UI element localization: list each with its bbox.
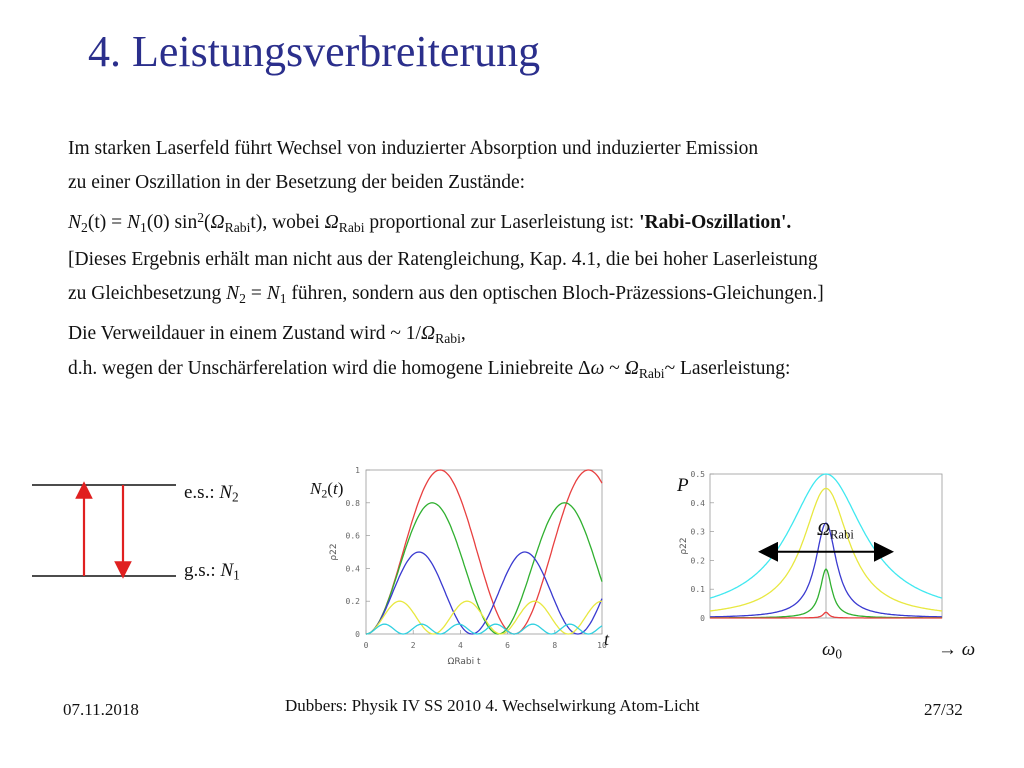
rabi-x-tick-label: 2 bbox=[410, 641, 416, 650]
power-y-tick-label: 0.3 bbox=[690, 527, 705, 537]
rabi-y-tick-label: 0.4 bbox=[345, 564, 360, 574]
rabi-y-tick-label: 0 bbox=[355, 630, 360, 639]
power-broadening-chart bbox=[678, 462, 958, 642]
level-diagram bbox=[30, 470, 180, 590]
upper-level-label: e.s.: $N_2$ bbox=[184, 482, 239, 505]
intro-line-2: zu einer Oszillation in der Besetzung der beiden Zustände: bbox=[68, 172, 526, 193]
power-inner-y-label: ρ22 bbox=[679, 537, 689, 555]
rabi-y-label: $N_2(t)$ bbox=[310, 479, 344, 501]
rabi-y-tick-label: 1 bbox=[355, 466, 360, 475]
rabi-x-label: t bbox=[604, 629, 610, 649]
intro-line-1: Im starken Laserfeld führt Wechsel von induzierter Absorption und induzierter Emission bbox=[68, 138, 759, 159]
rabi-oscillation-chart bbox=[312, 462, 612, 672]
rabi-x-tick-label: 6 bbox=[505, 641, 511, 650]
omega0-label: $\omega_0$ bbox=[822, 639, 843, 662]
rabi-y-tick-label: 0.8 bbox=[345, 498, 360, 508]
rabi-inner-y-label: ρ22 bbox=[329, 543, 339, 561]
power-y-label: P bbox=[677, 475, 689, 496]
rabi-x-tick-label: 0 bbox=[363, 641, 369, 650]
power-y-tick-label: 0.4 bbox=[690, 498, 705, 508]
rabi-x-tick-label: 8 bbox=[552, 641, 558, 650]
bracket-line-1: [Dieses Ergebnis erhält man nicht aus der Ratengleichung, Kap. 4.1, die bei hoher Laserleistung bbox=[68, 249, 818, 270]
power-y-tick-label: 0.5 bbox=[690, 470, 705, 479]
footer-page-number: 27/32 bbox=[924, 700, 963, 719]
footer-course: Dubbers: Physik IV SS 2010 4. Wechselwirkung Atom-Licht bbox=[285, 696, 700, 715]
rabi-x-tick-label: 4 bbox=[457, 641, 463, 650]
rabi-inner-x-label: ΩRabi t bbox=[447, 657, 481, 667]
rabi-y-tick-label: 0.6 bbox=[345, 531, 360, 541]
bracket-line-2: zu Gleichbesetzung $N_2 = N_1$ führen, sondern aus den optischen Bloch-Präzessions-Gleichungen.] bbox=[68, 283, 824, 306]
dwell-line-2: d.h. wegen der Unschärferelation wird die homogene Liniebreite Δω ~ $\Omega_{Rabi}\sim$ Laserleistung: bbox=[68, 358, 791, 381]
footer-date: 07.11.2018 bbox=[63, 700, 139, 719]
dwell-line-1: Die Verweildauer in einem Zustand wird ~ $1/\Omega_{Rabi}$, bbox=[68, 323, 466, 346]
rabi-width-annotation: $\Omega_{Rabi}$ bbox=[817, 519, 854, 542]
power-y-tick-label: 0 bbox=[700, 614, 705, 623]
lower-level-label: g.s.: $N_1$ bbox=[184, 560, 240, 583]
rabi-x-tick-label: 10 bbox=[597, 641, 607, 650]
rabi-y-tick-label: 0.2 bbox=[345, 597, 360, 607]
power-y-tick-label: 0.2 bbox=[690, 556, 705, 566]
page-title: 4. Leistungsverbreiterung bbox=[88, 27, 541, 76]
power-y-tick-label: 0.1 bbox=[690, 585, 705, 595]
omega-axis-label: → ω bbox=[938, 639, 976, 660]
formula-line: $N_2(t) = N_1(0)$ $\sin^2(\Omega_{Rabi}t)$, wobei $\Omega_{Rabi}$ proportional zur Laserleistung ist: 'Rabi-Oszillation'. bbox=[68, 209, 792, 235]
